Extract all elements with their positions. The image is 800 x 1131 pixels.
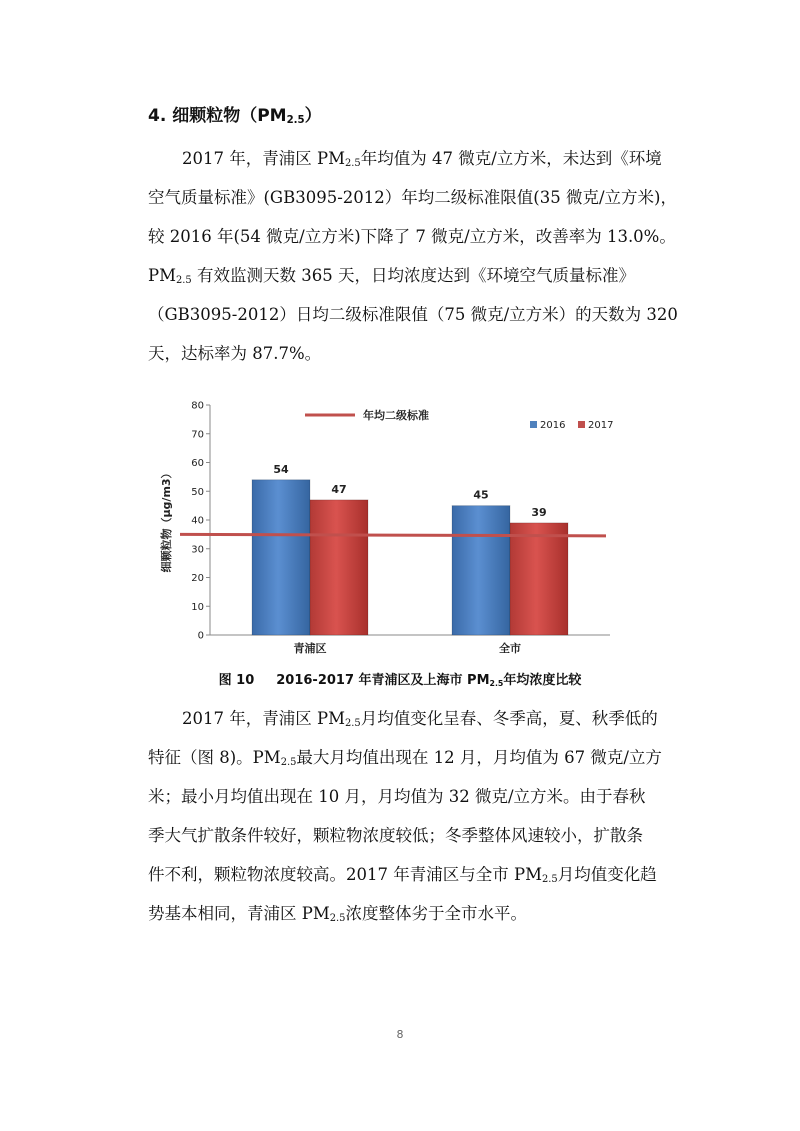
annual-standard-line	[180, 534, 606, 536]
y-tick-label: 70	[191, 429, 204, 441]
y-tick-label: 60	[191, 458, 204, 469]
legend-standard-label: 年均二级标准	[363, 409, 429, 422]
bar-value-label: 54	[273, 462, 289, 476]
bar-2016-2	[452, 506, 510, 635]
y-tick-label: 0	[197, 630, 204, 642]
x-category-label: 青浦区	[293, 642, 327, 655]
paragraph-monthly-summary: 2017 年，青浦区 $PM_{2.5}$月均值变化呈春、冬季高，夏、秋季低的 特征（图 8)。$PM_{2.5}$最大月均值出现在 12 月，月均值为 67 微克/立方 米；最小月均值出现在 10 月，月均值为 32 微克/立方米。由于春秋 季大气扩散条件较好，颗粒物浓度较低；冬季整体风速较小，扩散条 件不利，颗粒物浓度较高。2017 年青浦区与全市 $PM_{2.5}$月均值变化趋 势基本相同，青浦区 $PM_{2.5}$浓度整体劣于全市水平。	[148, 709, 662, 924]
y-tick-label: 40	[191, 515, 204, 527]
legend-label-2017: 2017	[588, 420, 614, 431]
y-tick-label: 10	[191, 601, 204, 613]
legend-swatch-2017	[578, 421, 585, 428]
section-heading: 4. 细颗粒物$(PM_{2.5})$	[148, 106, 322, 126]
y-axis-label: 细颗粒物（μg/m3）	[160, 467, 173, 573]
page-number: 8	[396, 1028, 404, 1041]
bar-value-label: 47	[331, 482, 347, 496]
bar-2017-1	[310, 500, 368, 635]
pm25-bar-chart	[150, 395, 640, 665]
paragraph-annual-summary: 2017 年，青浦区 $PM_{2.5}$年均值为 47 微克/立方米，未达到《环境 空气质量标准》(GB3095-2012）年均二级标准限值(35 微克/立方米)， 较 2016 年(54 微克/立方米)下降了 7 微克/立方米，改善率为 13.0%。 $PM_{2.5}$ 有效监测天数 365 天，日均浓度达到《环境空气质量标准》 （GB3095-2012）日均二级标准限值（75 微克/立方米）的天数为 320 天，达标率为 87.7%。	[148, 149, 678, 363]
y-tick-label: 20	[191, 573, 204, 584]
x-category-label: 全市	[499, 642, 521, 655]
figure-caption: 图 10 2016-2017 年青浦区及上海市 $PM_{2.5}$年均浓度比较	[218, 673, 582, 688]
bar-2016-1	[252, 480, 310, 635]
bar-2017-2	[510, 523, 568, 635]
bar-value-label: 45	[473, 488, 489, 502]
y-tick-label: 80	[191, 400, 204, 412]
legend-swatch-2016	[530, 421, 537, 428]
y-tick-label: 30	[191, 544, 204, 556]
bar-value-label: 39	[531, 505, 547, 519]
legend-label-2016: 2016	[540, 420, 566, 431]
y-tick-label: 50	[191, 486, 204, 498]
